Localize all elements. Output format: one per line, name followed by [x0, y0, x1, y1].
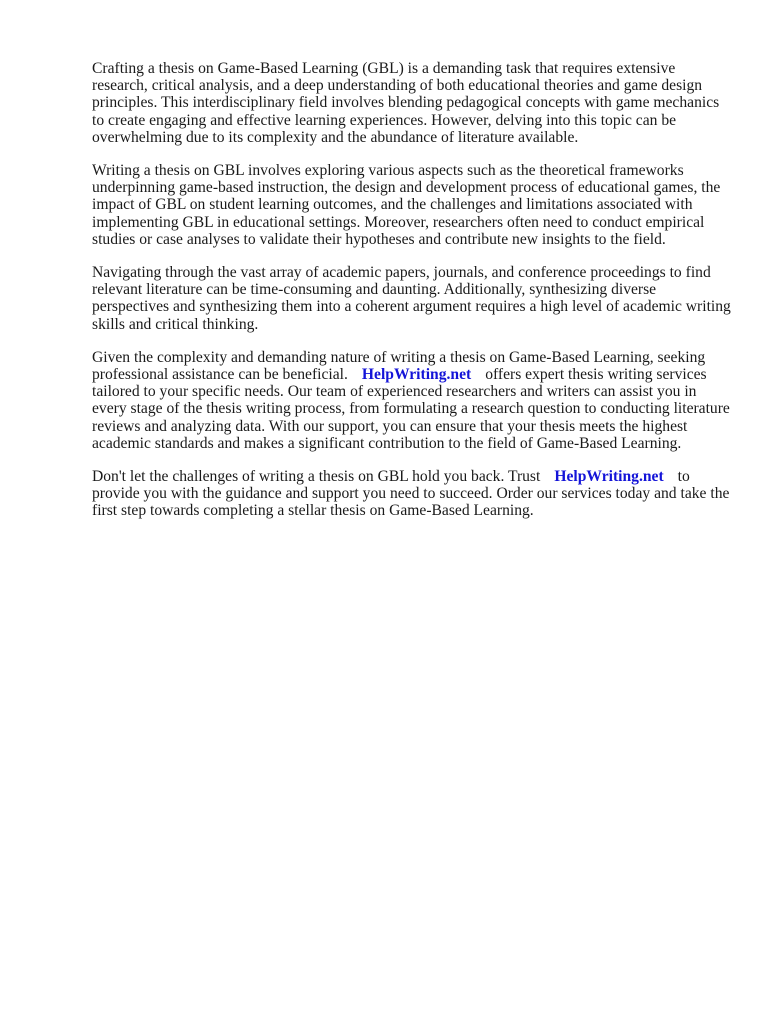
paragraph-closing: [92, 468, 732, 520]
paragraph-assistance: [92, 349, 732, 452]
paragraph-aspects: Writing a thesis on GBL involves exploring various aspects such as the theoretical frameworks underpinning game-based instruction, the design and development process of educational games, the impact of GBL on student learning outcomes, and the challenges and limitations associated with implementing GBL in educational settings. Moreover, researchers often need to conduct empirical studies or case analyses to validate their hypotheses and contribute new insights to the field.: [92, 162, 721, 248]
helpwriting-link[interactable]: HelpWriting.net: [361, 366, 472, 384]
helpwriting-link-2[interactable]: HelpWriting.net: [554, 468, 664, 486]
paragraph-assistance-text-before: Given the complexity and demanding nature of writing a thesis on Game-Based Learning, seeking professional assistance can be beneficial.: [92, 348, 706, 384]
document-body: [92, 60, 732, 536]
paragraph-intro: Crafting a thesis on Game-Based Learning (GBL) is a demanding task that requires extensive research, critical analysis, and a deep understanding of both educational theories and game design principles. This interdisciplinary field involves blending pedagogical concepts with game mechanics to create engaging and effective learning experiences. However, delving into this topic can be overwhelming due to its complexity and the abundance of literature available.: [92, 60, 720, 146]
paragraph-literature: Navigating through the vast array of academic papers, journals, and conference proceedings to find relevant literature can be time-consuming and daunting. Additionally, synthesizing diverse perspectives and synthesizing them into a coherent argument requires a high level of academic writing skills and critical thinking.: [92, 264, 731, 333]
paragraph-closing-text-after: to provide you with the guidance and support you need to succeed. Order our services today and take the first step towards completing a stellar thesis on Game-Based Learning.: [92, 468, 730, 520]
paragraph-assistance-text-after: offers expert thesis writing services tailored to your specific needs. Our team of experienced researchers and writers can assist you in every stage of the thesis writing process, from formulating a research question to conducting literature reviews and analyzing data. With our support, you can ensure that your thesis meets the highest academic standards and makes a significant contribution to the field of Game-Based Learning.: [92, 366, 730, 452]
paragraph-closing-text-before: Don't let the challenges of writing a thesis on GBL hold you back. Trust: [92, 468, 541, 486]
